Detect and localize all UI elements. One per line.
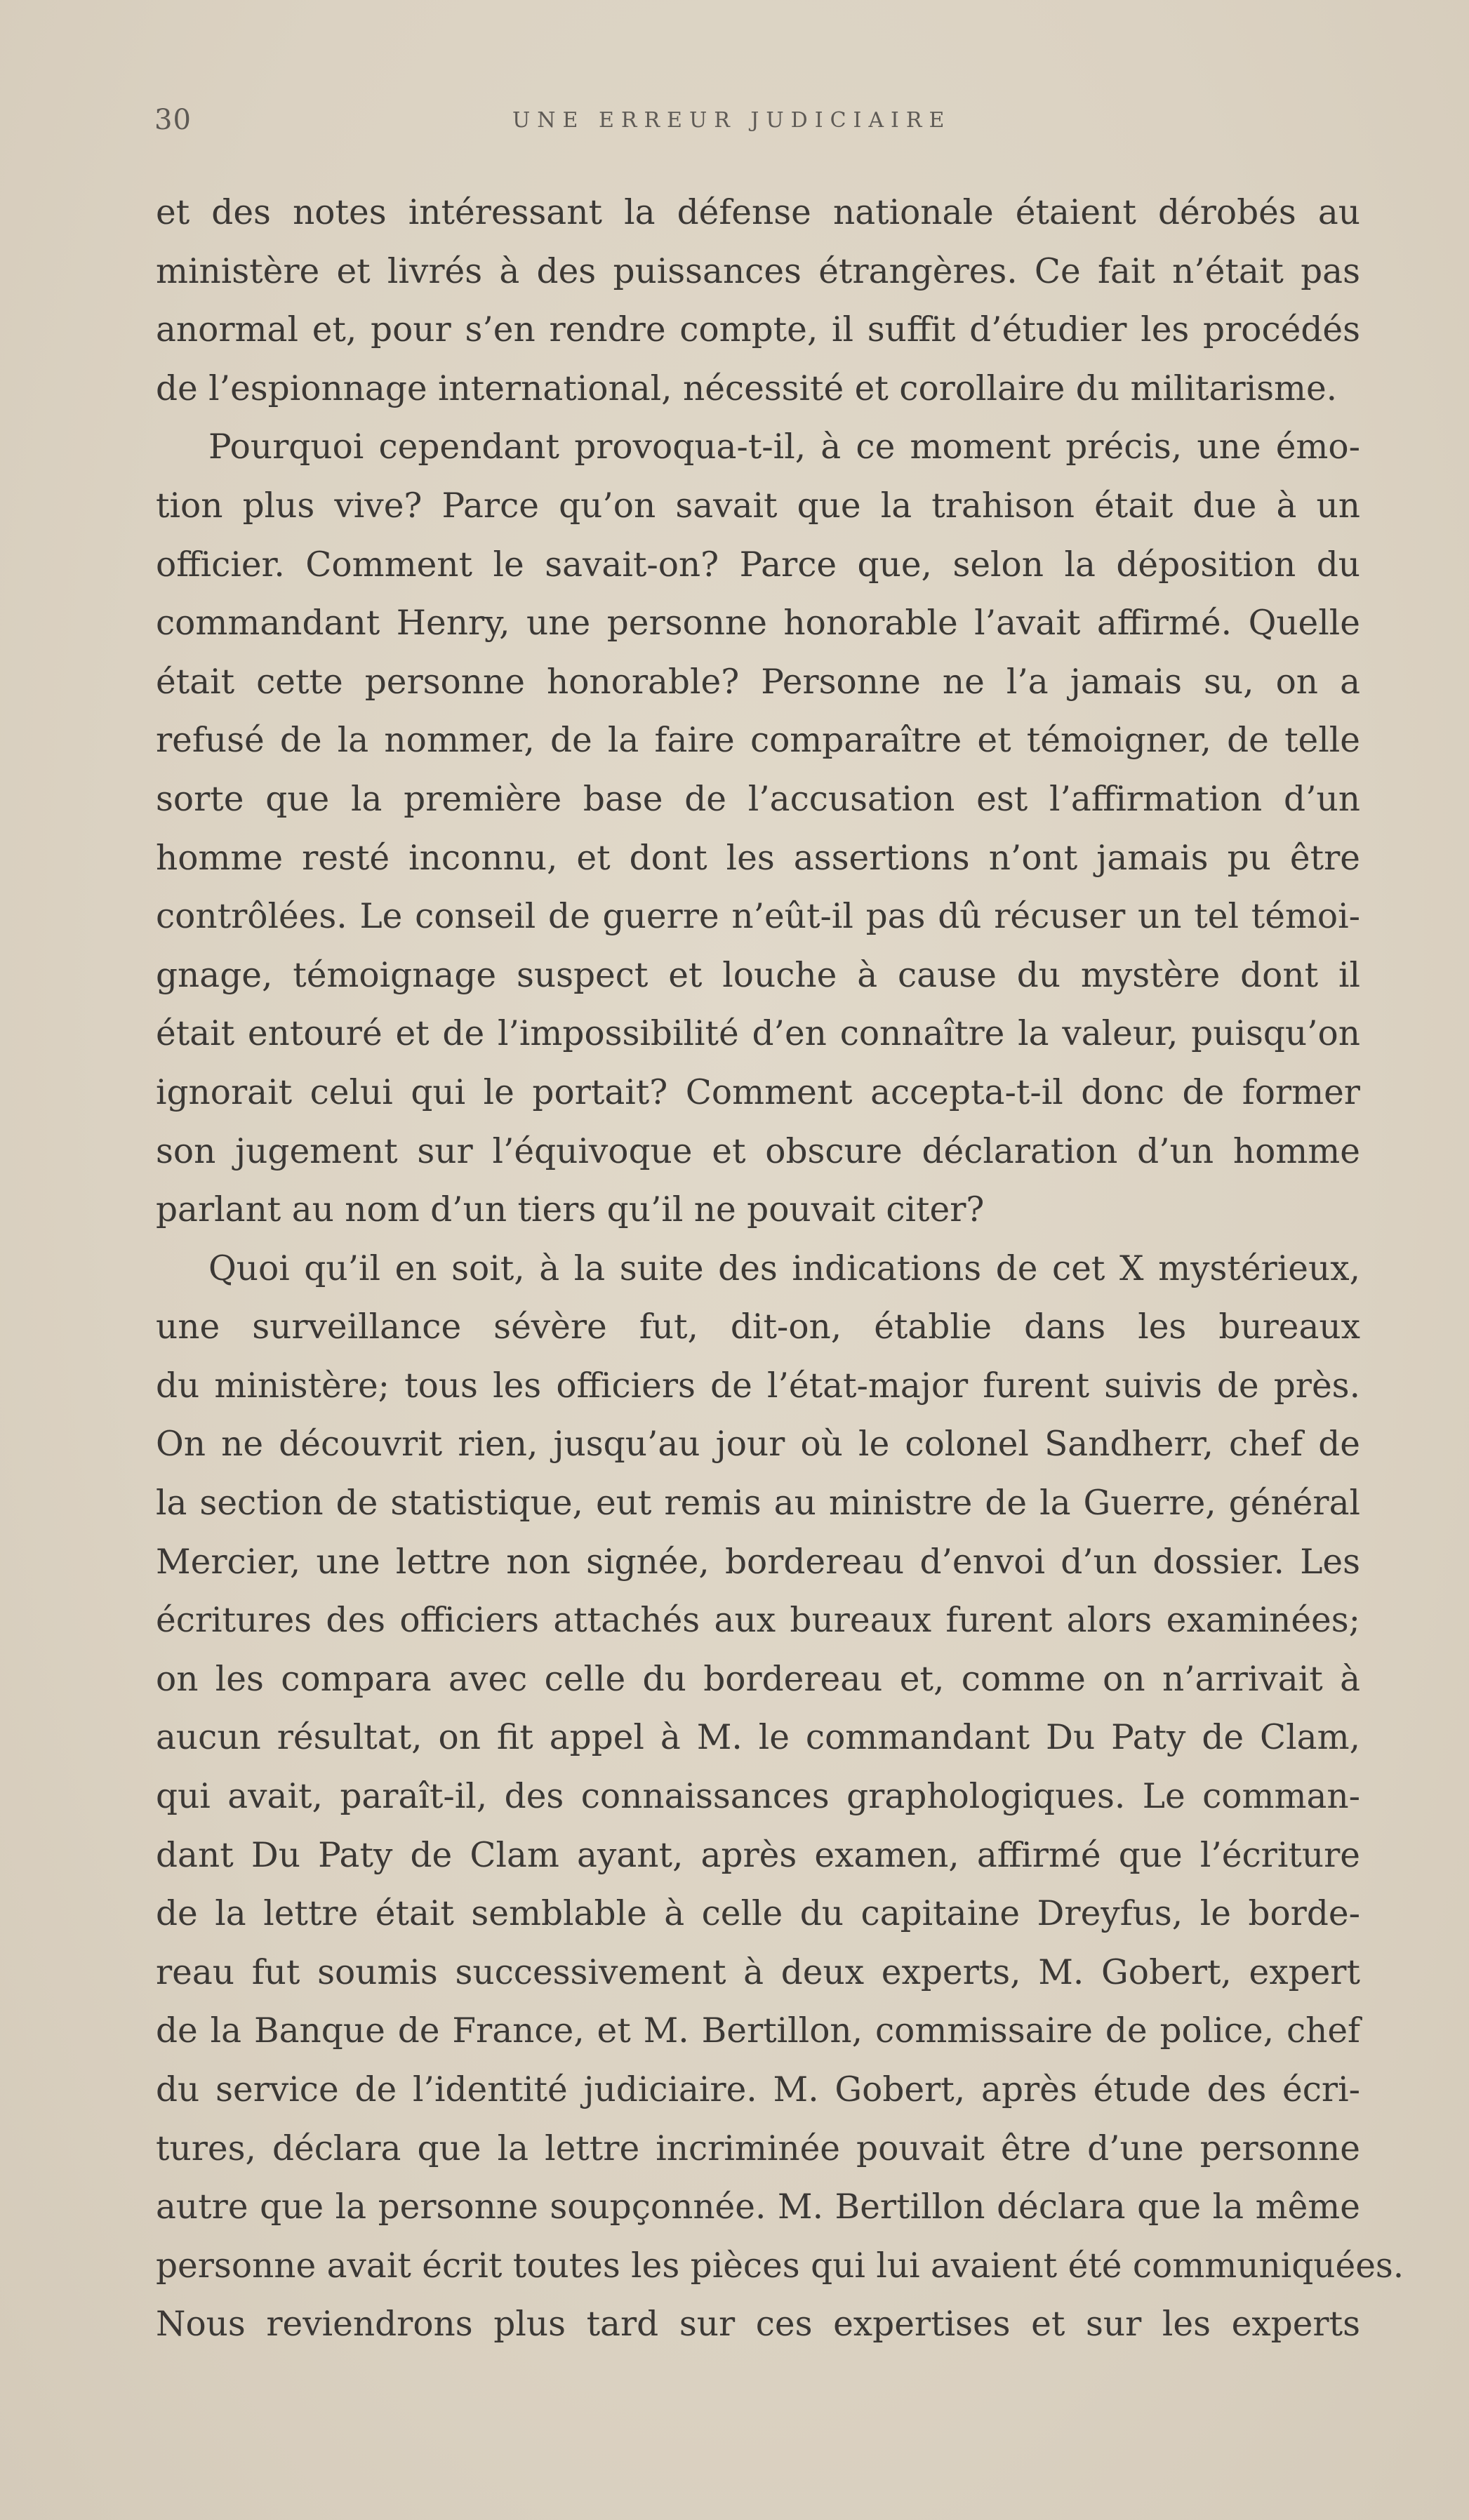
text-line: de l’espionnage international, nécessité et corollaire du militarisme. bbox=[156, 368, 1338, 408]
text-line: Pourquoi cependant provoqua-t-il, à ce moment précis, une émo- bbox=[208, 427, 1360, 467]
text-line: la section de statistique, eut remis au ministre de la Guerre, général bbox=[156, 1484, 1360, 1524]
body-text bbox=[156, 184, 1404, 2354]
text-line: commandant Henry, une personne honorable l’avait affirmé. Quelle bbox=[156, 604, 1360, 644]
text-line: écritures des officiers attachés aux bureaux furent alors examinées; bbox=[156, 1601, 1360, 1641]
text-line: gnage, témoignage suspect et louche à cause du mystère dont il bbox=[156, 955, 1360, 995]
text-line: du service de l’identité judiciaire. M. Gobert, après étude des écri- bbox=[156, 2070, 1360, 2109]
text-line: tion plus vive? Parce qu’on savait que la trahison était due à un bbox=[156, 486, 1360, 526]
text-line: autre que la personne soupçonnée. M. Bertillon déclara que la même bbox=[156, 2187, 1360, 2227]
text-line: tures, déclara que la lettre incriminée pouvait être d’une personne bbox=[156, 2128, 1360, 2168]
text-line: contrôlées. Le conseil de guerre n’eût-il pas dû récuser un tel témoi- bbox=[156, 897, 1360, 937]
running-head bbox=[154, 104, 1362, 139]
text-line: ignorait celui qui le portait? Comment accepta-t-il donc de former bbox=[156, 1072, 1360, 1112]
text-line: anormal et, pour s’en rendre compte, il suffit d’étudier les procédés bbox=[156, 310, 1360, 350]
page-number: 30 bbox=[154, 104, 192, 136]
text-line: parlant au nom d’un tiers qu’il ne pouvait citer? bbox=[156, 1190, 985, 1230]
text-line: de la lettre était semblable à celle du capitaine Dreyfus, le borde- bbox=[156, 1894, 1360, 1934]
text-line: personne avait écrit toutes les pièces qui lui avaient été communiquées. bbox=[156, 2246, 1404, 2286]
text-line: Quoi qu’il en soit, à la suite des indications de cet X mystérieux, bbox=[208, 1248, 1360, 1288]
text-line: ministère et livrés à des puissances étrangères. Ce fait n’était pas bbox=[156, 251, 1360, 291]
text-line: du ministère; tous les officiers de l’état-major furent suivis de près. bbox=[156, 1366, 1360, 1406]
text-line: homme resté inconnu, et dont les assertions n’ont jamais pu être bbox=[156, 838, 1360, 878]
text-line: sorte que la première base de l’accusation est l’affirmation d’un bbox=[156, 779, 1360, 819]
text-line: reau fut soumis successivement à deux experts, M. Gobert, expert bbox=[156, 1952, 1360, 1992]
text-line: Nous reviendrons plus tard sur ces expertises et sur les experts bbox=[156, 2305, 1360, 2345]
text-line: une surveillance sévère fut, dit-on, établie dans les bureaux bbox=[156, 1307, 1360, 1347]
text-line: dant Du Paty de Clam ayant, après examen, affirmé que l’écriture bbox=[156, 1835, 1360, 1875]
text-line: aucun résultat, on fit appel à M. le commandant Du Paty de Clam, bbox=[156, 1718, 1360, 1758]
running-title: UNE ERREUR JUDICIAIRE bbox=[512, 108, 952, 133]
text-line: on les compara avec celle du bordereau et, comme on n’arrivait à bbox=[156, 1659, 1360, 1699]
text-line: et des notes intéressant la défense nationale étaient dérobés au bbox=[156, 193, 1360, 232]
text-line: refusé de la nommer, de la faire comparaître et témoigner, de telle bbox=[156, 721, 1360, 761]
text-line: était cette personne honorable? Personne ne l’a jamais su, on a bbox=[156, 662, 1360, 702]
text-line: son jugement sur l’équivoque et obscure déclaration d’un homme bbox=[156, 1131, 1360, 1171]
text-line: qui avait, paraît-il, des connaissances graphologiques. Le comman- bbox=[156, 1777, 1360, 1817]
text-line: de la Banque de France, et M. Bertillon, commissaire de police, chef bbox=[156, 2011, 1360, 2051]
text-line: On ne découvrit rien, jusqu’au jour où le colonel Sandherr, chef de bbox=[156, 1425, 1360, 1465]
text-line: officier. Comment le savait-on? Parce que, selon la déposition du bbox=[156, 545, 1360, 585]
text-line: était entouré et de l’impossibilité d’en connaître la valeur, puisqu’on bbox=[156, 1014, 1360, 1054]
text-line: Mercier, une lettre non signée, bordereau d’envoi d’un dossier. Les bbox=[156, 1542, 1360, 1582]
